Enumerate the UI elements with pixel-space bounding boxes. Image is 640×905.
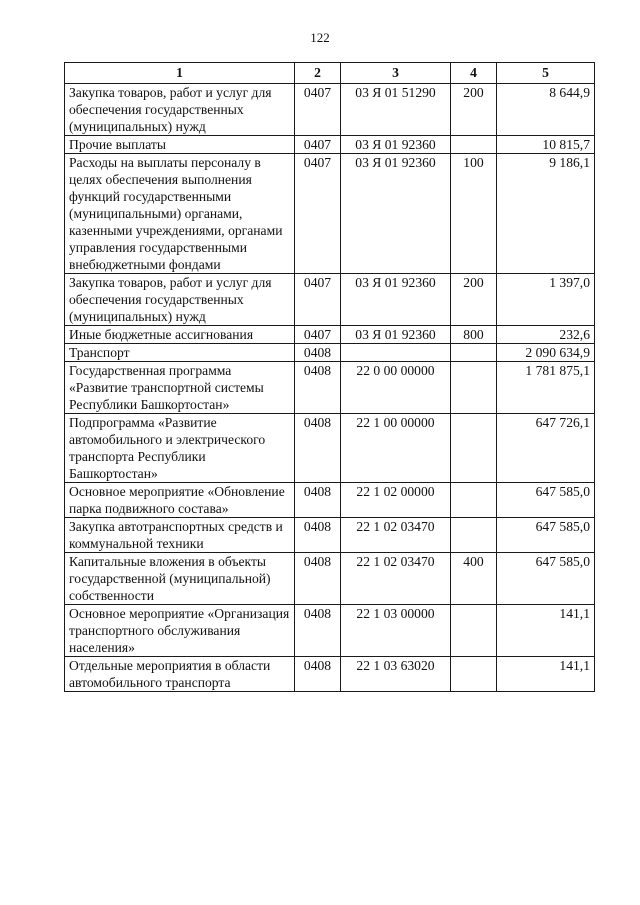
row-amount-cell: 2 090 634,9 <box>497 344 595 362</box>
row-article-cell: 22 1 03 00000 <box>341 605 451 657</box>
table-row <box>65 483 595 518</box>
row-type-cell: 100 <box>451 154 497 274</box>
row-name-cell: Государственная программа «Развитие транспортной системы Республики Башкортостан» <box>65 362 295 414</box>
row-article-cell: 03 Я 01 92360 <box>341 274 451 326</box>
row-section-cell: 0408 <box>295 483 341 518</box>
table-row <box>65 414 595 483</box>
column-header: 3 <box>341 63 451 84</box>
row-article-cell: 22 1 02 03470 <box>341 518 451 553</box>
row-name-cell: Расходы на выплаты персоналу в целях обеспечения выполнения функций государственными (муниципальными) органами, казенными учреждениями, органами управления государственными внебюджетными фондами <box>65 154 295 274</box>
row-name-cell: Закупка автотранспортных средств и коммунальной техники <box>65 518 295 553</box>
row-article-cell: 22 1 02 00000 <box>341 483 451 518</box>
table-header-row <box>65 63 595 84</box>
table-row <box>65 518 595 553</box>
row-name-cell: Транспорт <box>65 344 295 362</box>
row-section-cell: 0407 <box>295 154 341 274</box>
row-section-cell: 0408 <box>295 657 341 692</box>
table-row <box>65 84 595 136</box>
row-section-cell: 0407 <box>295 136 341 154</box>
row-article-cell: 22 1 00 00000 <box>341 414 451 483</box>
row-amount-cell: 141,1 <box>497 657 595 692</box>
table-row <box>65 657 595 692</box>
row-amount-cell: 647 585,0 <box>497 518 595 553</box>
row-name-cell: Иные бюджетные ассигнования <box>65 326 295 344</box>
row-section-cell: 0407 <box>295 84 341 136</box>
row-name-cell: Закупка товаров, работ и услуг для обеспечения государственных (муниципальных) нужд <box>65 84 295 136</box>
row-type-cell: 800 <box>451 326 497 344</box>
column-header: 4 <box>451 63 497 84</box>
row-amount-cell: 1 397,0 <box>497 274 595 326</box>
page-number: 122 <box>310 30 330 45</box>
row-type-cell <box>451 518 497 553</box>
row-section-cell: 0408 <box>295 553 341 605</box>
column-header: 5 <box>497 63 595 84</box>
row-type-cell: 400 <box>451 553 497 605</box>
row-type-cell <box>451 136 497 154</box>
table-row <box>65 136 595 154</box>
row-amount-cell: 10 815,7 <box>497 136 595 154</box>
row-name-cell: Подпрограмма «Развитие автомобильного и электрического транспорта Республики Башкортостан» <box>65 414 295 483</box>
row-type-cell: 200 <box>451 274 497 326</box>
column-header: 1 <box>65 63 295 84</box>
table-row <box>65 344 595 362</box>
row-article-cell <box>341 344 451 362</box>
column-header: 2 <box>295 63 341 84</box>
table-row <box>65 605 595 657</box>
row-section-cell: 0408 <box>295 518 341 553</box>
row-section-cell: 0408 <box>295 414 341 483</box>
row-type-cell <box>451 362 497 414</box>
row-amount-cell: 141,1 <box>497 605 595 657</box>
row-section-cell: 0408 <box>295 605 341 657</box>
row-name-cell: Прочие выплаты <box>65 136 295 154</box>
row-type-cell <box>451 414 497 483</box>
row-type-cell <box>451 657 497 692</box>
row-name-cell: Отдельные мероприятия в области автомобильного транспорта <box>65 657 295 692</box>
row-section-cell: 0408 <box>295 344 341 362</box>
table-row <box>65 553 595 605</box>
row-section-cell: 0407 <box>295 326 341 344</box>
row-name-cell: Основное мероприятие «Организация транспортного обслуживания населения» <box>65 605 295 657</box>
table-row <box>65 362 595 414</box>
row-type-cell <box>451 605 497 657</box>
row-name-cell: Основное мероприятие «Обновление парка подвижного состава» <box>65 483 295 518</box>
row-amount-cell: 1 781 875,1 <box>497 362 595 414</box>
row-amount-cell: 647 726,1 <box>497 414 595 483</box>
row-name-cell: Закупка товаров, работ и услуг для обеспечения государственных (муниципальных) нужд <box>65 274 295 326</box>
table-row <box>65 326 595 344</box>
row-amount-cell: 232,6 <box>497 326 595 344</box>
row-name-cell: Капитальные вложения в объекты государственной (муниципальной) собственности <box>65 553 295 605</box>
row-type-cell <box>451 483 497 518</box>
table-row <box>65 154 595 274</box>
row-article-cell: 03 Я 01 51290 <box>341 84 451 136</box>
row-amount-cell: 9 186,1 <box>497 154 595 274</box>
row-article-cell: 22 0 00 00000 <box>341 362 451 414</box>
row-section-cell: 0407 <box>295 274 341 326</box>
row-type-cell: 200 <box>451 84 497 136</box>
row-article-cell: 22 1 02 03470 <box>341 553 451 605</box>
row-article-cell: 03 Я 01 92360 <box>341 326 451 344</box>
row-type-cell <box>451 344 497 362</box>
row-article-cell: 03 Я 01 92360 <box>341 154 451 274</box>
table-row <box>65 274 595 326</box>
row-amount-cell: 8 644,9 <box>497 84 595 136</box>
row-article-cell: 03 Я 01 92360 <box>341 136 451 154</box>
row-amount-cell: 647 585,0 <box>497 483 595 518</box>
budget-table <box>64 62 595 692</box>
row-amount-cell: 647 585,0 <box>497 553 595 605</box>
row-section-cell: 0408 <box>295 362 341 414</box>
row-article-cell: 22 1 03 63020 <box>341 657 451 692</box>
